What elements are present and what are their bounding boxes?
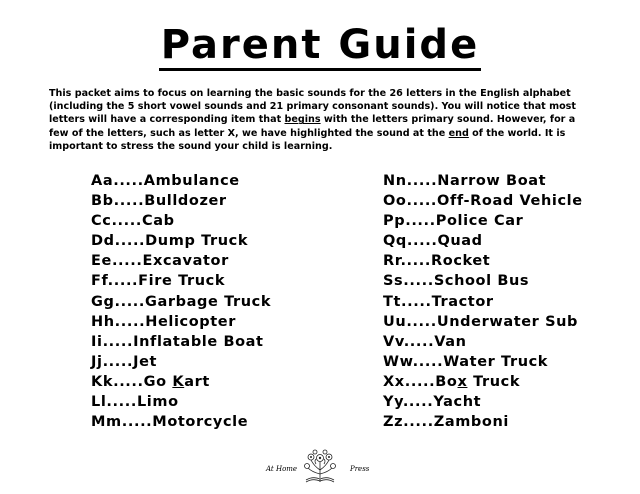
list-item: Uu.....Underwater Sub <box>383 313 579 330</box>
list-item: Nn.....Narrow Boat <box>383 173 547 189</box>
intro-text-2: with the letters primary sound. However, for a few of the letters, such as letter X, we have highlighted the sound at the <box>49 114 576 139</box>
list-item: Jj.....Jet <box>91 353 158 370</box>
list-item: Ff.....Fire Truck <box>91 273 226 290</box>
list-item: Yy.....Yacht <box>383 394 482 411</box>
list-item: Ee.....Excavator <box>91 253 229 270</box>
open-book-with-flowers-icon <box>268 446 372 486</box>
list-item: Vv.....Van <box>383 333 467 350</box>
list-item: Bb.....Bulldozer <box>91 193 227 210</box>
list-item: Hh.....Helicopter <box>91 313 236 330</box>
alphabet-list-left <box>91 171 271 432</box>
intro-begins-word: begins <box>284 114 321 126</box>
list-item: Xx.....Box Truck <box>383 373 521 390</box>
intro-text-1: This packet aims to focus on learning the basic sounds for the 26 letters in the English alphabet (including the 5 short vowel sounds and 21 primary consonant sounds). You will notice that most letters will have a corresponding item that <box>49 88 576 126</box>
list-item: Cc.....Cab <box>91 213 175 230</box>
list-item: Oo.....Off-Road Vehicle <box>383 193 583 210</box>
intro-text-3: of the world. It is important to stress the sound your child is learning. <box>49 127 566 152</box>
list-item: Zz.....Zamboni <box>383 414 509 431</box>
page-title <box>0 22 640 71</box>
list-item: Aa.....Ambulance <box>91 173 240 189</box>
list-item: Tt.....Tractor <box>383 293 494 310</box>
list-item: Qq.....Quad <box>383 233 483 250</box>
list-item: Ww.....Water Truck <box>383 353 549 370</box>
intro-end-word: end <box>448 127 469 139</box>
list-item: Rr.....Rocket <box>383 253 491 270</box>
list-item: Kk.....Go Kart <box>91 373 210 390</box>
list-item: Gg.....Garbage Truck <box>91 293 272 310</box>
list-item: Ll.....Limo <box>91 394 179 411</box>
logo-text-left: At Home <box>266 465 298 473</box>
page-title-text: Parent Guide <box>159 22 481 71</box>
list-item: Ss.....School Bus <box>383 273 530 290</box>
list-item: Ii.....Inflatable Boat <box>91 333 264 350</box>
alphabet-list-right <box>383 171 583 432</box>
list-item: Dd.....Dump Truck <box>91 233 249 250</box>
logo-text-right: Press <box>350 465 370 473</box>
list-item: Pp.....Police Car <box>383 213 524 230</box>
list-item: Mm.....Motorcycle <box>91 414 249 431</box>
intro-paragraph <box>49 87 594 153</box>
